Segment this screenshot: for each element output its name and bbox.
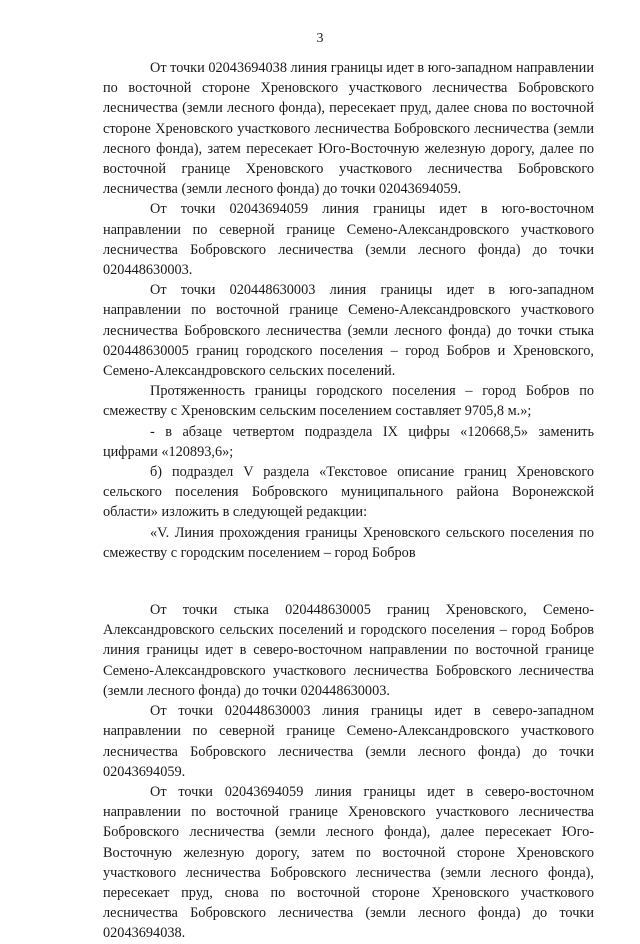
paragraph-7: От точки стыка 020448630005 границ Хреновского, Семено-Александровского сельских поселений и городского поселения – город Бобров линия границы идет в северо-восточном направлении по восточной границе Семено-Александровского участкового лесничества Бобровского лесничества (земли лесного фонда) до точки 020448630003. — [103, 602, 594, 699]
page-number: 3 — [316, 31, 324, 46]
paragraph-6: б) подраздел V раздела «Текстовое описание границ Хреновского сельского поселения Бобровского муниципального района Воронежской области» изложить в следующей редакции: — [103, 464, 594, 521]
section-heading: «V. Линия прохождения границы Хреновского сельского поселения по смежеству с городским поселением – город Бобров — [103, 524, 594, 561]
paragraph-9: От точки 02043694059 линия границы идет в северо-восточном направлении по восточной границе Хреновского участкового лесничества Бобровского лесничества (земли лесного фонда), далее пересекает Юго-Восточную железную дорогу, затем по восточной стороне Хреновского участкового лесничества Бобровского лесничества (земли лесного фонда), пересекает пруд, снова по восточной стороне Хреновского участкового лесничества Бобровского лесничества (земли лесного фонда) до точки 02043694038. — [103, 783, 594, 942]
paragraph-5: - в абзаце четвертом подраздела IX цифры «120668,5» заменить цифрами «120893,6»; — [103, 423, 594, 460]
paragraph-3: От точки 020448630003 линия границы идет в юго-западном направлении по восточной границе Семено-Александровского участкового лесничества Бобровского лесничества (земли лесного фонда) до точки стыка 020448630005 границ городского поселения – город Бобров и Хреновского, Семено-Александровского сельских поселений. — [103, 282, 594, 380]
paragraph-4: Протяженность границы городского поселения – город Бобров по смежеству с Хреновским сельским поселением составляет 9705,8 м.»; — [103, 383, 594, 420]
document-body — [103, 58, 594, 944]
paragraph-8: От точки 020448630003 линия границы идет в северо-западном направлении по северной границе Семено-Александровского участкового лесничества Бобровского лесничества (земли лесного фонда) до точки 02043694059. — [103, 703, 594, 780]
paragraph-1: От точки 02043694038 линия границы идет в юго-западном направлении по восточной стороне Хреновского участкового лесничества Бобровского лесничества (земли лесного фонда), пересекает пруд, далее снова по восточной стороне Хреновского участкового лесничества Бобровского лесничества (земли лесного фонда), затем пересекает Юго-Восточную железную дорогу, далее по восточной границе Хреновского участкового лесничества Бобровского лесничества (земли лесного фонда) до точки 02043694059. — [103, 60, 594, 198]
paragraph-2: От точки 02043694059 линия границы идет в юго-восточном направлении по северной границе Семено-Александровского участкового лесничества Бобровского лесничества (земли лесного фонда) до точки 020448630003. — [103, 201, 594, 279]
blank-line — [103, 563, 594, 600]
